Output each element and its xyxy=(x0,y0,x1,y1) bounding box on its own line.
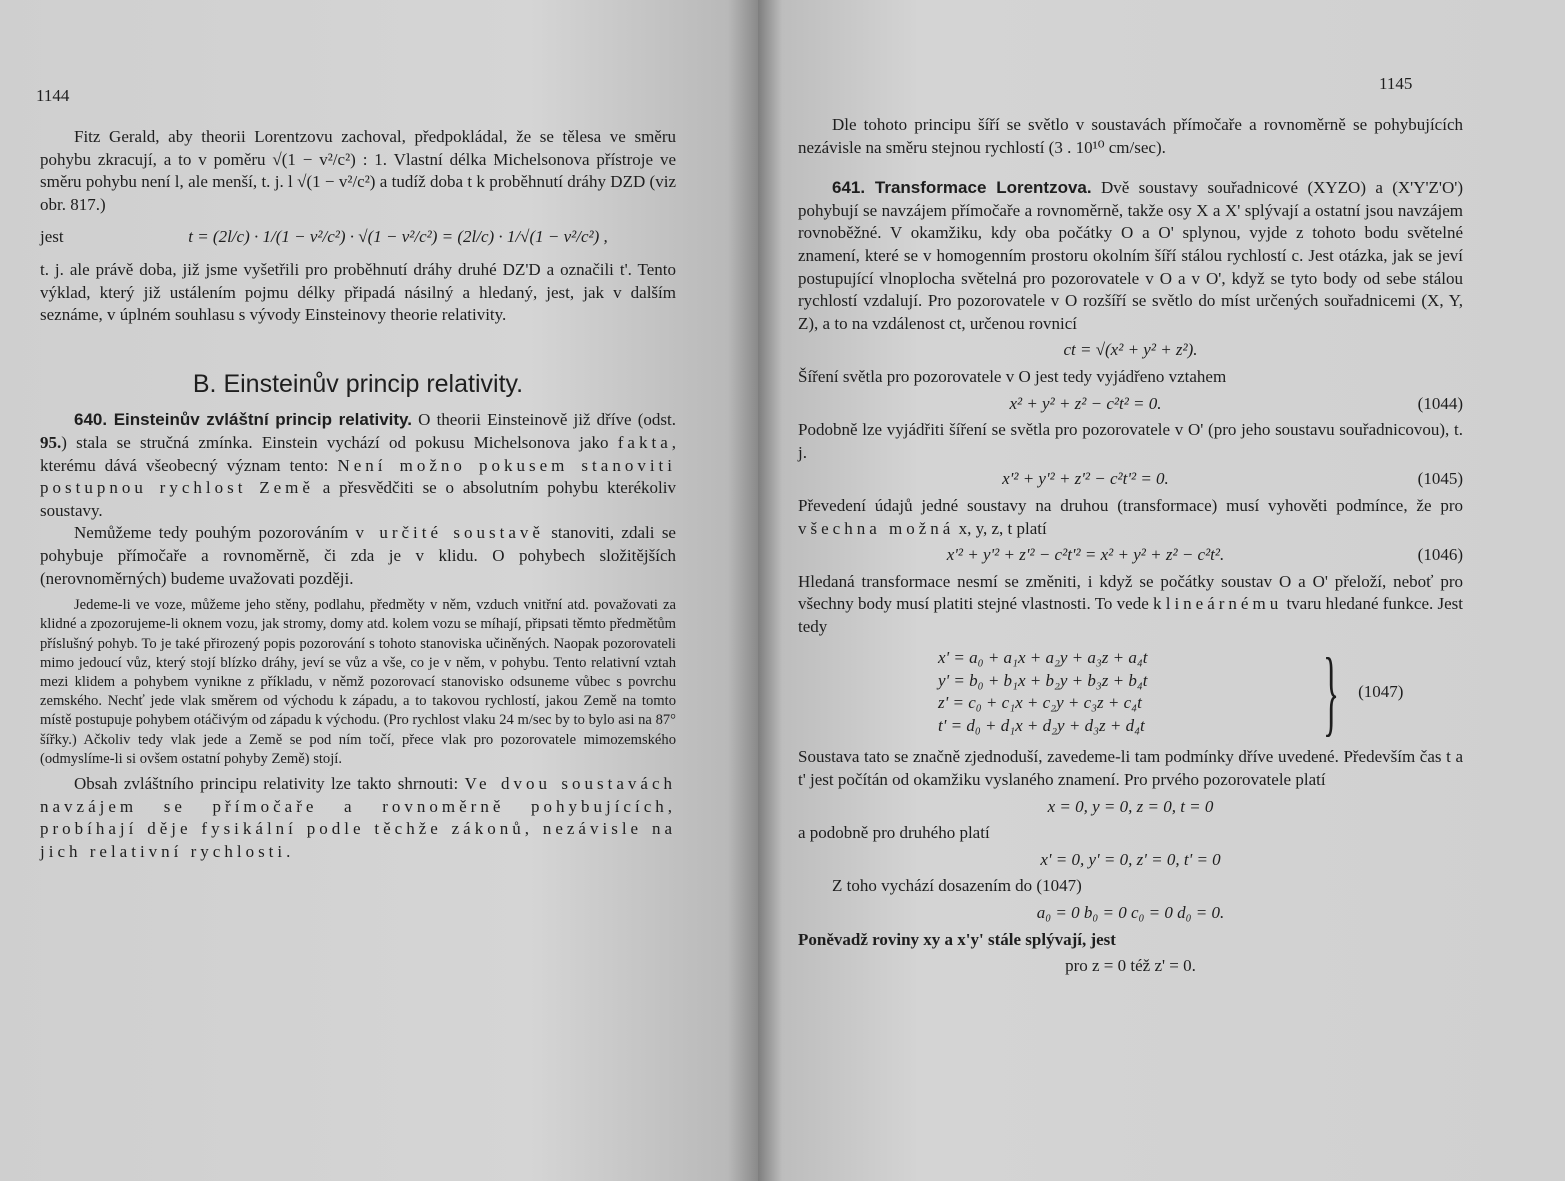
page-number: 1145 xyxy=(1379,74,1413,93)
section-heading: B. Einsteinův princip relativity. xyxy=(192,369,524,398)
spaced-text: Ve dvou soustavách navzájem se přímočaře a rovnoměrně pohybujících, probíhají děje fysikální podle těchže zákonů, nezávisle na jich relativní rychlosti. xyxy=(40,773,676,861)
spaced-text: Není možno pokusem stanoviti postupnou rychlost Země xyxy=(40,455,676,498)
equation-number: (1044) xyxy=(1417,393,1463,413)
equation-number: (1047) xyxy=(1358,682,1404,702)
right-column xyxy=(798,114,1463,982)
paragraph xyxy=(40,409,676,522)
reference: 95. xyxy=(40,432,62,452)
equation-lines xyxy=(938,647,1278,737)
equation xyxy=(798,955,1463,978)
formula-label: jest xyxy=(40,227,64,247)
left-page xyxy=(0,0,758,1181)
text: tvaru hledané funkce. Jest tedy xyxy=(798,594,1463,636)
small-print-paragraph: Jedeme-li ve voze, můžeme jeho stěny, podlahu, předměty v něm, vzduch vnitřní atd. považovati za klidné a zpozorujeme-li oknem vozu, jak stromy, domy atd. kolem vozu se míhají, připsati těmto předmětům příslušný pohyb. To je také přirozený popis pozorování s tohoto stanoviska učiněných. Naopak pozorovateli mimo jedoucí vůz, který stojí blízko dráhy, jeví se vůz a vše, co je v něm, v pohybu. Tento relativní vztah mezi klidem a pohybem vynikne z příkladu, v němž pozorovací stanovisko odsuneme vůbec s povrchu zemského. Nechť jede vlak směrem od východu k západu, a to takovou rychlostí, jakou Země na tomto místě postupuje pohybem otáčivým od západu k východu. (Pro rychlost vlaku 24 m/sec by to bylo asi na 87° šířky.) Ačkoliv tedy vlak jede a Země se pod ním točí, přece vlak pro pozorovatele mimozemského (odmyslíme-li si ovšem ostatní pohyby Země) stojí. xyxy=(40,597,676,767)
equation-number: (1046) xyxy=(1417,545,1463,565)
equation-expr: x' = 0, y' = 0, z' = 0, t' = 0 xyxy=(1040,849,1221,869)
paragraph: Soustava tato se značně zjednoduší, zavedeme-li tam podmínky dříve uvedené. Především čas t a t' jest počítán od okamžiku vyslaného znamení. Pro prvého pozorovatele platí xyxy=(798,747,1463,790)
equation-line: z' = c₀ + c₁x + c₂y + c₃z + c₄t xyxy=(938,693,1142,713)
text: Převedení údajů jedné soustavy na druhou (transformace) musí vyhověti podmínce, že pro xyxy=(798,495,1463,515)
paragraph xyxy=(798,495,1463,540)
text: , kterému dává všeobecný význam tento: xyxy=(40,432,676,475)
paragraph: Šíření světla pro pozorovatele v O jest tedy vyjádřeno vztahem xyxy=(798,366,1227,386)
paragraph: Dle tohoto principu šíří se světlo v soustavách přímočaře a rovnoměrně se pohybujících nezávisle na směru stejnou rychlostí (3 . 10¹⁰ cm/sec). xyxy=(798,115,1463,157)
equation-line: t' = d₀ + d₁x + d₂y + d₃z + d₄t xyxy=(938,716,1145,736)
subsection-title: 640. Einsteinův zvláštní princip relativity. xyxy=(74,410,412,430)
text: Hledaná transformace nesmí se změniti, i když se počátky soustav O a O' přeloží, neboť pro všechny body musí platiti stejné vlastnosti. To vede k xyxy=(798,571,1463,614)
text: ) stala se stručná zmínka. Einstein vychází od pokusu Michelsonova jako xyxy=(61,432,618,452)
equation-expr: x = 0, y = 0, z = 0, t = 0 xyxy=(1047,796,1214,816)
spaced-text: lineárnému xyxy=(1165,594,1283,614)
equation-number: (1045) xyxy=(1417,469,1463,489)
equation xyxy=(798,339,1463,362)
text: Nemůžeme tedy pouhým pozorováním xyxy=(74,523,356,543)
equation-expr: x'² + y'² + z'² − c²t'² = x² + y² + z² − c²t². xyxy=(946,545,1225,565)
equation-expr: pro z = 0 též z' = 0. xyxy=(1065,956,1196,976)
right-page xyxy=(758,0,1565,1181)
spaced-text: všechna možná xyxy=(798,518,955,538)
paragraph xyxy=(40,773,676,863)
brace-icon: } xyxy=(1322,638,1340,746)
text: Obsah zvláštního principu relativity lze takto shrnouti: xyxy=(74,773,465,793)
equation-1044 xyxy=(798,393,1463,416)
text: x, y, z, t platí xyxy=(954,518,1047,538)
equation-line: y' = b₀ + b₁x + b₂y + b₃z + b₄t xyxy=(938,670,1148,690)
equation xyxy=(798,902,1463,925)
text: Dvě soustavy souřadnicové (XYZO) a (X'Y'Z'O') pohybují se navzájem přímočaře a rovnoměrně, takže osy X a X' splývají a ostatní jsou navzájem rovnoběžné. V okamžiku, kdy oba počátky O a O' splynou, vyjde z tohoto bodu světelné znamení, které se v homogenním prostoru okolním šíří stálou rychlostí c. Jest otázka, jak se jeví postupující vlnoplocha světelná pro pozorovatele v O a v O', když se tyto body od sebe stálou rychlostí vzdalují. Pro pozorovatele v O rozšíří se světlo do míst určených souřadnicemi (X, Y, Z), a to na vzdálenost ct, určenou rovnicí xyxy=(798,178,1463,333)
paragraph xyxy=(798,571,1463,639)
paragraph xyxy=(40,522,676,590)
paragraph xyxy=(798,177,1463,335)
page-number: 1144 xyxy=(36,86,70,105)
equation-expr: ct = √(x² + y² + z²). xyxy=(1063,340,1198,360)
left-column xyxy=(40,126,676,863)
text: O theorii Einsteinově již dříve (odst. xyxy=(411,410,676,430)
subsection-title: 641. Transformace Lorentzova. xyxy=(832,178,1092,198)
spaced-text: fakta xyxy=(617,432,672,452)
formula: t = (2l/c) · 1/(1 − v²/c²) · √(1 − v²/c²) = (2l/c) · 1/√(1 − v²/c²) , xyxy=(188,227,608,247)
text: stanoviti, zdali se pohybuje přímočaře a rovnoměrně, či zda je v klidu. O pohybech složitějších (nerovnoměrných) budeme uvažovati později. xyxy=(40,523,676,588)
equation-expr: x² + y² + z² − c²t² = 0. xyxy=(1009,393,1162,413)
paragraph: t. j. ale právě doba, již jsme vyšetřili pro proběhnutí dráhy druhé DZ'D a označili t'. Tento výklad, který již ustálením pojmu délky připadá násilný a hledaný, jest, jak v dalším seznáme, v úplném souhlasu s vývody Einsteinovy theorie relativity. xyxy=(40,259,676,325)
paragraph: Poněvadž roviny xy a x'y' stále splývají, jest xyxy=(798,929,1116,949)
equation-1046 xyxy=(798,544,1463,567)
equation xyxy=(798,796,1463,819)
paragraph: Fitz Gerald, aby theorii Lorentzovu zachoval, předpokládal, že se tělesa ve směru pohybu zkracují, a to v poměru √(1 − v²/c²) : 1. Vlastní délka Michelsonova přístroje ve směru pohybu není l, ale menší, t. j. l √(1 − v²/c²) a tudíž doba t k proběhnutí dráhy DZD (viz obr. 817.) xyxy=(40,127,676,214)
equation-line: x' = a₀ + a₁x + a₂y + a₃z + a₄t xyxy=(938,648,1148,668)
equation-system-1047 xyxy=(798,638,1463,746)
formula-row xyxy=(40,226,676,249)
paragraph: Podobně lze vyjádřiti šíření se světla pro pozorovatele v O' (pro jeho soustavu souřadnicovou), t. j. xyxy=(798,420,1463,462)
paragraph: a podobně pro druhého platí xyxy=(798,823,990,843)
spaced-text: v určité soustavě xyxy=(355,523,544,543)
equation-1045 xyxy=(798,468,1463,491)
text: a přesvědčiti se o absolutním pohybu kterékoliv soustavy. xyxy=(40,478,677,520)
equation-expr: a₀ = 0 b₀ = 0 c₀ = 0 d₀ = 0. xyxy=(1036,903,1225,923)
equation-expr: x'² + y'² + z'² − c²t'² = 0. xyxy=(1002,469,1169,489)
paragraph: Z toho vychází dosazením do (1047) xyxy=(832,876,1082,896)
equation xyxy=(798,849,1463,872)
